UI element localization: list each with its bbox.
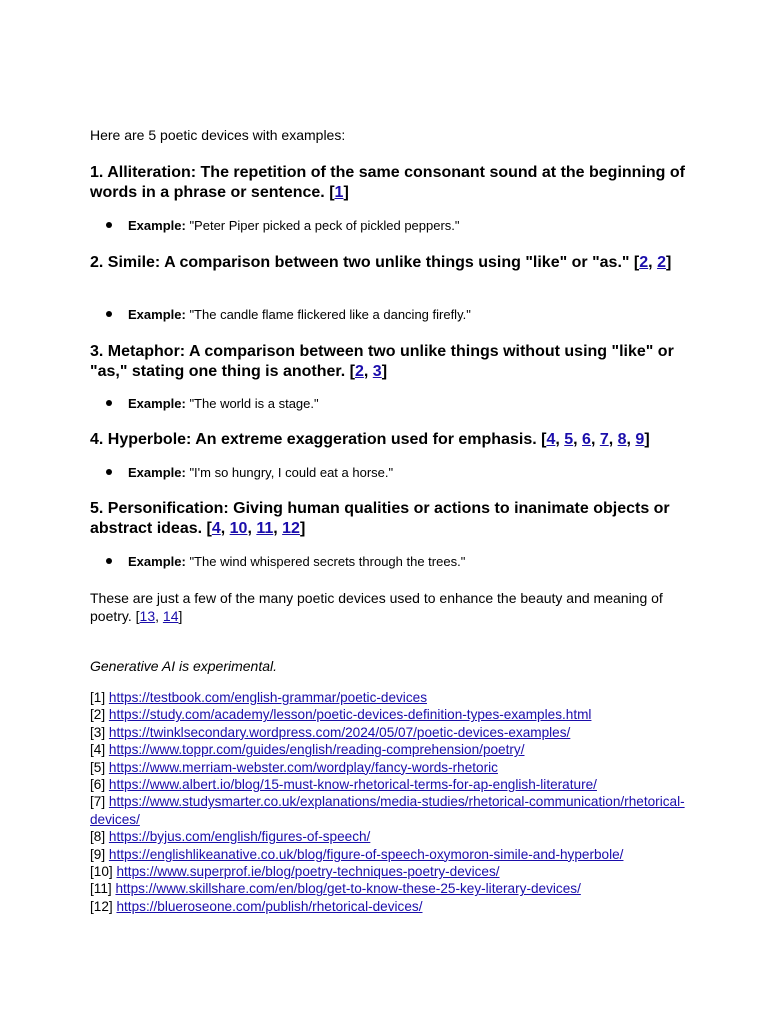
reference-link[interactable]: https://www.merriam-webster.com/wordplay/fancy-words-rhetoric — [108, 759, 498, 775]
reference-item — [90, 846, 685, 863]
reference-number: [11] — [90, 881, 112, 897]
closing-paragraph: These are just a few of the many poetic devices used to enhance the beauty and meaning of poetry. [13, 14] — [90, 590, 663, 624]
reference-link[interactable]: https://englishlikeanative.co.uk/blog/figure-of-speech-oxymoron-simile-and-hyperbole/ — [108, 846, 624, 862]
bullet-dot — [106, 400, 112, 406]
reference-number: [10] — [90, 864, 113, 880]
reference-item — [90, 828, 685, 845]
device-example-4 — [106, 465, 393, 481]
citation-link[interactable]: 4 — [546, 431, 556, 448]
intro-text: Here are 5 poetic devices with examples: — [90, 127, 346, 143]
reference-link[interactable]: https://testbook.com/english-grammar/poetic-devices — [108, 690, 427, 705]
device-heading-5: 5. Personification: Giving human qualities or actions to inanimate objects or abstract ideas. [4, 10, 11, 12] — [90, 500, 670, 537]
citation-link[interactable]: 2 — [657, 254, 666, 271]
device-heading-4: 4. Hyperbole: An extreme exaggeration used for emphasis. [4, 5, 6, 7, 8, 9] — [90, 431, 650, 448]
example-text: "The wind whispered secrets through the trees." — [189, 554, 466, 569]
reference-number: [6] — [90, 777, 106, 793]
reference-item — [90, 741, 685, 758]
device-heading-text: 4. Hyperbole: An extreme exaggeration used for emphasis. — [90, 431, 537, 448]
reference-item — [90, 863, 685, 880]
ai-disclaimer: Generative AI is experimental. — [90, 658, 278, 674]
citation-link[interactable]: 13 — [139, 608, 156, 624]
reference-link[interactable]: https://www.albert.io/blog/15-must-know-rhetorical-terms-for-ap-english-literature/ — [108, 777, 597, 793]
reference-link[interactable]: https://www.superprof.ie/blog/poetry-techniques-poetry-devices/ — [116, 864, 500, 880]
example-label: Example: — [128, 396, 186, 411]
device-example-5 — [106, 554, 465, 570]
reference-item — [90, 724, 685, 741]
closing-text: These are just a few of the many poetic devices used to enhance the beauty and meaning of poetry. — [90, 590, 663, 624]
citation-link[interactable]: 1 — [334, 184, 344, 201]
reference-link[interactable]: https://study.com/academy/lesson/poetic-devices-definition-types-examples.html — [108, 707, 592, 723]
reference-number: [8] — [90, 829, 106, 845]
citation-link[interactable]: 8 — [617, 431, 627, 448]
example-text: "I'm so hungry, I could eat a horse." — [189, 465, 394, 480]
example-text: "Peter Piper picked a peck of pickled peppers." — [189, 218, 460, 233]
device-heading-1: 1. Alliteration: The repetition of the same consonant sound at the beginning of words in a phrase or sentence. [1] — [90, 164, 685, 201]
bullet-dot — [106, 469, 112, 475]
device-example-1 — [106, 218, 460, 234]
reference-link[interactable]: https://www.skillshare.com/en/blog/get-to-know-these-25-key-literary-devices/ — [115, 881, 581, 897]
bullet-dot — [106, 222, 112, 228]
citation-link[interactable]: 11 — [256, 520, 274, 537]
example-label: Example: — [128, 307, 186, 322]
device-example-3 — [106, 396, 319, 412]
reference-number: [2] — [90, 707, 106, 723]
citation-link[interactable]: 3 — [372, 363, 382, 380]
reference-link[interactable]: https://byjus.com/english/figures-of-speech/ — [108, 829, 371, 845]
reference-item — [90, 689, 685, 706]
reference-item — [90, 880, 685, 897]
device-heading-text: 1. Alliteration: The repetition of the same consonant sound at the beginning of words in a phrase or sentence. — [90, 164, 685, 201]
reference-number: [5] — [90, 759, 106, 775]
citation-link[interactable]: 14 — [162, 608, 179, 624]
reference-link[interactable]: https://www.studysmarter.co.uk/explanations/media-studies/rhetorical-communication/rhetorical-devices/ — [90, 794, 685, 827]
reference-number: [12] — [90, 898, 113, 914]
device-heading-text: 2. Simile: A comparison between two unlike things using "like" or "as." — [90, 254, 630, 271]
reference-number: [9] — [90, 846, 106, 862]
citation-link[interactable]: 7 — [599, 431, 609, 448]
reference-item — [90, 898, 685, 915]
example-label: Example: — [128, 465, 186, 480]
reference-number: [7] — [90, 794, 106, 810]
device-heading-text: 3. Metaphor: A comparison between two unlike things without using "like" or "as," stating one thing is another. — [90, 343, 674, 380]
device-heading-3: 3. Metaphor: A comparison between two unlike things without using "like" or "as," stating one thing is another. [2, 3] — [90, 343, 674, 380]
device-heading-text: 5. Personification: Giving human qualities or actions to inanimate objects or abstract ideas. — [90, 500, 670, 537]
example-text: "The world is a stage." — [189, 396, 319, 411]
reference-item — [90, 776, 685, 793]
reference-item — [90, 759, 685, 776]
device-heading-2: 2. Simile: A comparison between two unlike things using "like" or "as." [2, 2] — [90, 254, 672, 271]
citation-link[interactable]: 2 — [354, 363, 364, 380]
citation-link[interactable]: 2 — [639, 254, 649, 271]
reference-link[interactable]: https://blueroseone.com/publish/rhetorical-devices/ — [116, 898, 423, 914]
reference-number: [3] — [90, 724, 106, 740]
citation-link[interactable]: 12 — [282, 520, 300, 537]
device-example-2 — [106, 307, 471, 323]
example-label: Example: — [128, 218, 186, 233]
citation-link[interactable]: 4 — [211, 520, 221, 537]
example-text: "The candle flame flickered like a dancing firefly." — [189, 307, 471, 322]
bullet-dot — [106, 558, 112, 564]
bullet-dot — [106, 311, 112, 317]
reference-link[interactable]: https://twinklsecondary.wordpress.com/2024/05/07/poetic-devices-examples/ — [108, 724, 571, 740]
citation-link[interactable]: 5 — [564, 431, 574, 448]
reference-list — [90, 689, 685, 915]
reference-number: [4] — [90, 742, 106, 758]
example-label: Example: — [128, 554, 186, 569]
reference-number: [1] — [90, 690, 106, 705]
reference-item — [90, 793, 685, 828]
reference-item — [90, 706, 685, 723]
citation-link[interactable]: 6 — [582, 431, 591, 448]
citation-link[interactable]: 9 — [635, 431, 645, 448]
citation-link[interactable]: 10 — [229, 520, 248, 537]
reference-link[interactable]: https://www.toppr.com/guides/english/reading-comprehension/poetry/ — [108, 742, 525, 758]
